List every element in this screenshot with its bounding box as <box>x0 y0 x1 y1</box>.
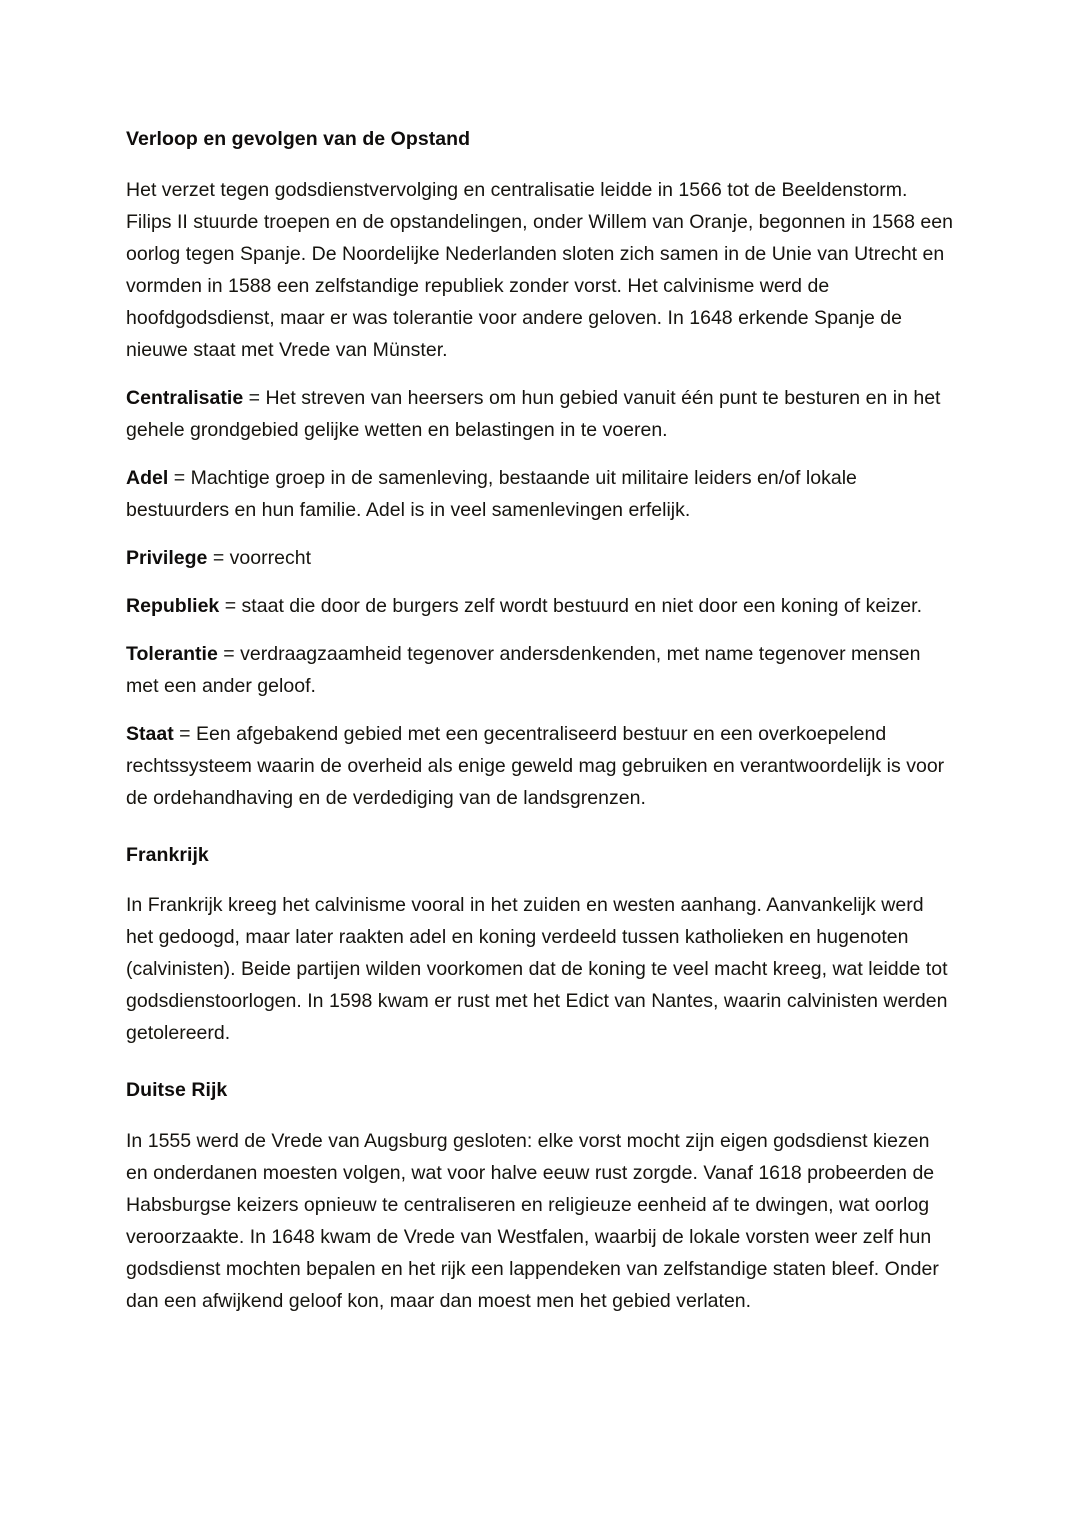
definition-tolerantie <box>126 638 956 702</box>
definition-privilege <box>126 542 956 574</box>
definition-centralisatie <box>126 382 956 446</box>
definition-text: Een afgebakend gebied met een gecentraliseerd bestuur en een overkoepelend rechtssysteem waarin de overheid als enige geweld mag gebruiken en verantwoordelijk is voor de ordehandhaving en de verdediging van de landsgrenzen. <box>126 722 945 809</box>
definition-separator: = <box>173 722 196 745</box>
definition-text: staat die door de burgers zelf wordt bestuurd en niet door een koning of keizer. <box>241 594 923 617</box>
definition-text: Het streven van heersers om hun gebied vanuit één punt te besturen en in het gehele grondgebied gelijke wetten en belastingen in te voeren. <box>126 386 941 441</box>
section-body-duitse-rijk: In 1555 werd de Vrede van Augsburg gesloten: elke vorst mocht zijn eigen godsdienst kiezen en onderdanen moesten volgen, wat voor halve eeuw rust zorgde. Vanaf 1618 probeerden de Habsburgse keizers opnieuw te centraliseren en religieuze eenheid af te dwingen, wat oorlog veroorzaakte. In 1648 kwam de Vrede van Westfalen, waarbij de lokale vorsten weer zelf hun godsdienst mochten bepalen en het rijk een lappendeken van zelfstandige staten bleef. Onder dan een afwijkend geloof kon, maar dan moest men het gebied verlaten. <box>126 1129 939 1312</box>
section-heading-frankrijk: Frankrijk <box>126 843 209 866</box>
definition-term: Privilege <box>126 546 208 569</box>
definition-republiek <box>126 590 956 622</box>
definition-term: Tolerantie <box>126 642 218 665</box>
definition-separator: = <box>207 546 230 569</box>
section-body-frankrijk: In Frankrijk kreeg het calvinisme vooral in het zuiden en westen aanhang. Aanvankelijk werd het gedoogd, maar later raakten adel en koning verdeeld tussen katholieken en hugenoten (calvinisten). Beide partijen wilden voorkomen dat de koning te veel macht kreeg, wat leidde tot godsdienstoorlogen. In 1598 kwam er rust met het Edict van Nantes, waarin calvinisten werden getolereerd. <box>126 894 948 1044</box>
definition-adel <box>126 462 956 526</box>
section-heading-duitse-rijk: Duitse Rijk <box>126 1079 228 1101</box>
definition-staat <box>126 718 956 814</box>
definition-text: voorrecht <box>229 546 312 569</box>
definition-term: Staat <box>126 722 174 745</box>
definition-separator: = <box>219 594 242 617</box>
definition-term: Centralisatie <box>126 386 244 409</box>
page-title: Verloop en gevolgen van de Opstand <box>126 128 471 150</box>
document-body <box>126 124 956 1317</box>
definition-separator: = <box>217 642 241 665</box>
definition-text: verdraagzaamheid tegenover andersdenkenden, met name tegenover mensen met een ander geloof. <box>126 642 921 697</box>
intro-paragraph: Het verzet tegen godsdienstvervolging en centralisatie leidde in 1566 tot de Beeldenstorm. Filips II stuurde troepen en de opstandelingen, onder Willem van Oranje, begonnen in 1568 een oorlog tegen Spanje. De Noordelijke Nederlanden sloten zich samen in de Unie van Utrecht en vormden in 1588 een zelfstandige republiek zonder vorst. Het calvinisme werd de hoofdgodsdienst, maar er was tolerantie voor andere geloven. In 1648 erkende Spanje de nieuwe staat met Vrede van Münster. <box>126 178 953 361</box>
definition-separator: = <box>243 386 266 409</box>
definition-term: Republiek <box>126 594 220 617</box>
definition-text: Machtige groep in de samenleving, bestaande uit militaire leiders en/of lokale bestuurders en hun familie. Adel is in veel samenlevingen erfelijk. <box>126 466 857 521</box>
definition-separator: = <box>168 466 191 489</box>
definition-term: Adel <box>126 466 169 489</box>
